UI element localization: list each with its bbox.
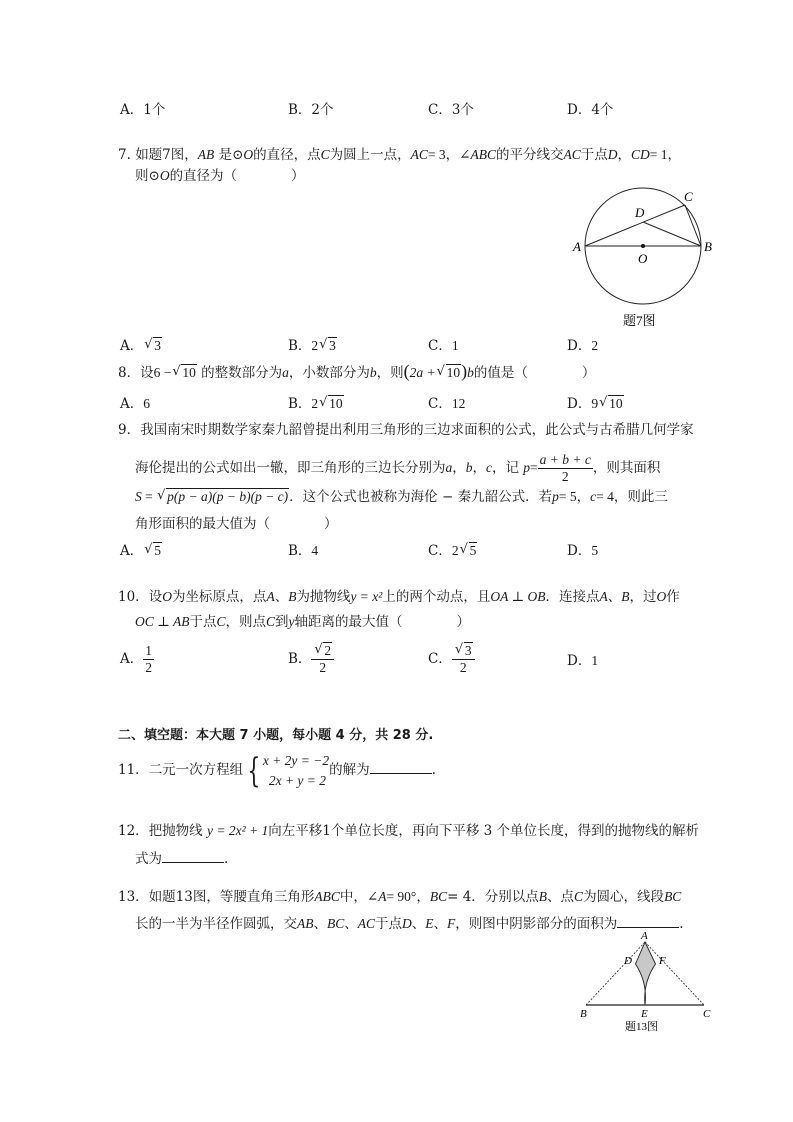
option-label: D． bbox=[567, 543, 592, 559]
q7-option-c bbox=[428, 337, 459, 355]
q8-math: b bbox=[467, 365, 474, 380]
option-label: C． bbox=[428, 396, 452, 412]
side-ac bbox=[645, 942, 704, 1005]
label-d: D bbox=[635, 205, 645, 220]
label-a: A bbox=[573, 239, 581, 254]
q7-line-2 bbox=[135, 167, 305, 185]
frac-den: 2 bbox=[459, 660, 467, 675]
q7-math: ABC bbox=[470, 147, 496, 162]
q13-math: F bbox=[447, 916, 456, 931]
frac-num: 2 bbox=[324, 643, 332, 658]
q7-text: = 1， bbox=[649, 147, 682, 162]
q9-math: S bbox=[135, 489, 142, 504]
q12-number: 12． bbox=[118, 823, 149, 839]
q13-figure bbox=[575, 928, 725, 1043]
paren-open: ( bbox=[403, 361, 410, 381]
option-label: B． bbox=[288, 396, 312, 412]
q9-text: 角形面积的最大值为（ ） bbox=[135, 516, 338, 532]
q7-math: AB bbox=[197, 147, 215, 162]
q10-text: 设 bbox=[148, 589, 163, 605]
q13-text: 于点 bbox=[375, 916, 403, 932]
sqrt bbox=[157, 488, 289, 506]
option-coef: 2 bbox=[311, 396, 319, 411]
q10-text: ，则点 bbox=[225, 614, 266, 630]
q7-text: 则⊙ bbox=[135, 168, 160, 184]
fraction bbox=[452, 643, 475, 676]
q13-math: D bbox=[402, 916, 412, 931]
q6-option-a: A．1个 bbox=[120, 102, 166, 118]
sqrt bbox=[172, 364, 197, 382]
q13-text: 、 bbox=[313, 916, 327, 932]
option-value: 10 bbox=[329, 396, 343, 411]
q9-math: c bbox=[590, 489, 597, 504]
q13-text: 、 bbox=[411, 916, 426, 932]
fraction bbox=[311, 643, 334, 676]
q13-text: 、 bbox=[344, 916, 358, 932]
q13-math: E bbox=[425, 916, 434, 931]
q9-text: ，则其面积 bbox=[592, 460, 661, 476]
q7-text: 是⊙ bbox=[218, 147, 244, 163]
q13-text: 如题13图，等腰直角三角形 bbox=[148, 889, 315, 905]
q7-text: 如题7图， bbox=[135, 147, 198, 163]
frac-den: 2 bbox=[561, 469, 569, 484]
q9-math: p bbox=[523, 460, 531, 475]
q7-text: 的直径，点 bbox=[253, 147, 321, 163]
q13-text: 为圆心，线段 bbox=[583, 889, 665, 905]
q7-figure-caption: 题7图 bbox=[623, 313, 656, 328]
q7-math: AC bbox=[563, 147, 581, 162]
option-value: 2 bbox=[591, 338, 599, 353]
q10-option-d bbox=[567, 652, 598, 670]
q13-text: 中，∠ bbox=[339, 889, 379, 905]
q7-math: O bbox=[243, 147, 254, 162]
q13-math: A bbox=[378, 889, 387, 904]
q8-math: b bbox=[369, 365, 377, 380]
q8-math: 2a + bbox=[409, 365, 436, 380]
option-value: 5 bbox=[154, 543, 161, 558]
q7-math: O bbox=[159, 168, 170, 183]
label-c: C bbox=[684, 189, 693, 204]
question-11 bbox=[118, 750, 436, 791]
option-label: A． bbox=[120, 338, 144, 354]
q10-math: A bbox=[599, 589, 608, 604]
q7-option-a bbox=[120, 337, 162, 355]
q10-text: 轴距离的最大值（ ） bbox=[294, 614, 470, 630]
q10-math: A bbox=[266, 589, 275, 604]
q10-text: 于点 bbox=[189, 614, 217, 630]
option-label: A． bbox=[120, 543, 144, 559]
q13-math: C bbox=[574, 889, 584, 904]
q6-option-b: B．2个 bbox=[288, 102, 334, 118]
q8-number: 8． bbox=[118, 365, 141, 381]
q9-option-d bbox=[567, 542, 598, 560]
q9-option-b bbox=[288, 542, 318, 560]
q10-text: ，过 bbox=[629, 589, 657, 605]
q8-text: ，小数部分为 bbox=[288, 365, 370, 381]
option-label: B． bbox=[288, 651, 312, 667]
frac-num: a + b + c bbox=[539, 452, 591, 467]
q10-math: B bbox=[288, 589, 297, 604]
q10-text: 到 bbox=[274, 614, 289, 630]
q9-text: ．这个公式也被称为海伦 − 秦九韶公式．若 bbox=[289, 489, 553, 505]
q7-text: 于点 bbox=[580, 147, 608, 163]
sqrt bbox=[314, 643, 332, 659]
sqrt bbox=[319, 395, 344, 413]
q13-figure-caption: 题13图 bbox=[625, 1021, 658, 1033]
q8-text: 的整数部分为 bbox=[201, 365, 283, 381]
answer-blank[interactable] bbox=[370, 759, 432, 774]
q6-option-d: D．4个 bbox=[567, 102, 614, 118]
option-value: 5 bbox=[591, 543, 599, 558]
q9-line-4 bbox=[135, 515, 338, 533]
q13-math: BC bbox=[429, 889, 448, 904]
q10-text: 作 bbox=[666, 589, 680, 605]
q13-text: = 90°， bbox=[386, 889, 430, 904]
label-a: A bbox=[641, 930, 648, 942]
option-coef: 9 bbox=[591, 396, 599, 411]
sqrt bbox=[437, 364, 462, 382]
option-value: 4 bbox=[311, 543, 319, 558]
q7-number: 7. bbox=[118, 147, 131, 163]
q9-text: ，记 bbox=[492, 460, 519, 476]
q9-option-c bbox=[428, 542, 477, 560]
sqrt bbox=[455, 643, 473, 659]
q10-math: C bbox=[265, 614, 275, 629]
q12-line-1 bbox=[118, 822, 699, 840]
label-e: E bbox=[641, 1008, 648, 1020]
q9-math: a bbox=[445, 460, 453, 475]
frac-den: 2 bbox=[145, 660, 152, 675]
sqrt bbox=[319, 337, 337, 355]
q10-math: OA ⊥ OB bbox=[490, 589, 546, 604]
q10-math: C bbox=[216, 614, 226, 629]
q8-option-d bbox=[567, 395, 624, 413]
q8-text: ，则 bbox=[376, 365, 404, 381]
q10-option-a bbox=[120, 643, 154, 676]
option-value: 3 bbox=[154, 338, 161, 353]
q10-math: O bbox=[162, 589, 172, 604]
equation-system bbox=[263, 751, 329, 791]
q12-text: 把抛物线 bbox=[148, 823, 203, 839]
option-label: C． bbox=[428, 338, 452, 354]
q13-text: = 4．分别以点 bbox=[447, 889, 539, 905]
q10-math: y bbox=[288, 614, 295, 629]
q13-text: ，则图中阴影部分的面积为 bbox=[455, 916, 618, 932]
q9-math: b bbox=[465, 460, 473, 475]
q10-line-2 bbox=[135, 613, 470, 631]
q10-text: 、 bbox=[274, 589, 289, 605]
q9-math: p bbox=[552, 489, 559, 504]
q9-line-1 bbox=[118, 421, 694, 439]
q9-number: 9． bbox=[118, 422, 141, 438]
equation-2: 2x + y = 2 bbox=[268, 772, 327, 788]
q13-text: 、点 bbox=[547, 889, 575, 905]
frac-num: 1 bbox=[145, 643, 152, 658]
q10-math: y = x² bbox=[350, 589, 383, 604]
option-label: C． bbox=[428, 543, 452, 559]
q9-math: p(p − a)(p − b)(p − c) bbox=[167, 489, 289, 504]
q10-option-c bbox=[428, 643, 475, 676]
q10-text: 为坐标原点，点 bbox=[171, 589, 267, 605]
q13-text: 长的一半为半径作圆弧，交 bbox=[135, 916, 297, 932]
q10-math: B bbox=[621, 589, 630, 604]
option-label: B． bbox=[288, 338, 312, 354]
q10-math: OC ⊥ AB bbox=[135, 614, 190, 629]
q7-line-1 bbox=[118, 146, 681, 164]
shaded-region bbox=[636, 942, 656, 1005]
q7-figure bbox=[565, 183, 725, 333]
q8-option-a bbox=[120, 395, 150, 413]
q9-math: c bbox=[486, 460, 492, 475]
q8-line-1 bbox=[118, 362, 595, 382]
q8-math: 10 bbox=[182, 365, 196, 380]
answer-blank[interactable] bbox=[162, 848, 224, 863]
q12-text: 向左平移1个单位长度，再向下平移 3 个单位长度，得到的抛物线的解析 bbox=[268, 823, 700, 839]
q13-text: 、 bbox=[433, 916, 448, 932]
center-dot bbox=[641, 244, 645, 248]
q10-text: 、 bbox=[607, 589, 622, 605]
option-label: C． bbox=[428, 651, 452, 667]
q10-text: ．连接点 bbox=[545, 589, 600, 605]
label-d: D bbox=[624, 955, 632, 967]
sqrt bbox=[460, 542, 478, 560]
paren-close: ) bbox=[461, 361, 468, 381]
frac-den: 2 bbox=[319, 660, 327, 675]
option-coef: 2 bbox=[311, 338, 319, 353]
option-value: 6 bbox=[143, 396, 150, 411]
q13-math: BC bbox=[327, 916, 345, 931]
fraction-p bbox=[538, 452, 593, 485]
q10-number: 10． bbox=[118, 589, 149, 605]
q7-math: CD bbox=[631, 147, 650, 162]
q8-math: 10 bbox=[446, 365, 461, 380]
q7-option-d bbox=[567, 337, 598, 355]
option-value: 1 bbox=[591, 653, 599, 668]
option-label: D． bbox=[567, 653, 592, 669]
q12-math: y = 2x² + 1 bbox=[206, 823, 269, 838]
q8-text: 设6 − bbox=[140, 365, 172, 380]
option-label: B． bbox=[288, 543, 312, 559]
q13-math: AB bbox=[297, 916, 314, 931]
q8-math: a bbox=[282, 365, 289, 380]
q11-end: . bbox=[431, 762, 436, 778]
q10-line-1 bbox=[118, 588, 680, 606]
q13-math: ABC bbox=[314, 889, 340, 904]
q12-text: 式为 bbox=[135, 851, 162, 867]
q8-option-b bbox=[288, 395, 344, 413]
q9-text: ， bbox=[472, 460, 486, 476]
q13-math: AC bbox=[357, 916, 376, 931]
option-value: 5 bbox=[469, 543, 477, 558]
q13-math: BC bbox=[664, 889, 682, 904]
q10-math: O bbox=[656, 589, 667, 604]
option-label: A． bbox=[120, 651, 144, 667]
option-value: 12 bbox=[451, 396, 466, 411]
q7-math: C bbox=[320, 147, 330, 162]
q8-option-c bbox=[428, 395, 465, 413]
q7-text: ， bbox=[617, 147, 631, 163]
q9-option-a bbox=[120, 542, 162, 560]
q7-text: = 3，∠ bbox=[427, 147, 471, 162]
q10-text: 上的两个动点，且 bbox=[382, 589, 491, 605]
q9-text: = 5， bbox=[558, 489, 591, 504]
equation-1: x + 2y = −2 bbox=[262, 752, 330, 768]
q7-text: 为圆上一点， bbox=[329, 147, 411, 163]
q9-text: ， bbox=[452, 460, 466, 476]
q9-line-2 bbox=[135, 452, 660, 485]
q9-text: 我国南宋时期数学家秦九韶曾提出利用三角形的三边求面积的公式，此公式与古希腊几何学家 bbox=[140, 422, 694, 438]
q6-option-c: C．3个 bbox=[428, 102, 474, 118]
q7-text: 的直径为（ ） bbox=[169, 168, 305, 184]
q9-text: = 4，则此三 bbox=[596, 489, 668, 504]
side-ab bbox=[586, 942, 645, 1005]
fraction bbox=[143, 643, 154, 676]
brace: { bbox=[247, 750, 261, 791]
sqrt bbox=[144, 337, 162, 355]
label-f: F bbox=[659, 955, 666, 967]
q9-math: = bbox=[530, 460, 538, 475]
sqrt bbox=[599, 395, 624, 413]
q11-number: 11． bbox=[118, 762, 149, 778]
q11-text: 二元一次方程组 bbox=[148, 762, 244, 778]
sqrt bbox=[144, 542, 162, 560]
q9-math: = bbox=[141, 489, 157, 504]
option-value: 10 bbox=[609, 396, 623, 411]
q8-text: 的值是（ ） bbox=[473, 365, 596, 381]
frac-num: 3 bbox=[464, 643, 472, 658]
q7-math: AC bbox=[410, 147, 428, 162]
answer-blank[interactable] bbox=[617, 913, 679, 928]
q13-line-1 bbox=[118, 888, 681, 906]
label-c: C bbox=[703, 1008, 711, 1020]
q10-option-b bbox=[288, 643, 334, 676]
q13-number: 13． bbox=[118, 889, 149, 905]
q10-text: 为抛物线 bbox=[296, 589, 351, 605]
bisector-bd bbox=[643, 222, 701, 246]
label-b: B bbox=[704, 239, 712, 254]
q7-option-b bbox=[288, 337, 337, 355]
option-label: A． bbox=[120, 396, 144, 412]
q12-end: . bbox=[224, 851, 229, 867]
q12-line-2 bbox=[135, 848, 228, 868]
q7-math: D bbox=[607, 147, 618, 162]
option-label: D． bbox=[567, 338, 592, 354]
section-2-heading: 二、填空题：本大题 7 小题，每小题 4 分，共 28 分. bbox=[118, 728, 434, 743]
option-value: 3 bbox=[329, 338, 336, 353]
q11-text: 的解为 bbox=[329, 762, 370, 778]
label-b: B bbox=[580, 1008, 587, 1020]
q9-line-3 bbox=[135, 488, 668, 506]
label-o: O bbox=[638, 251, 648, 266]
q13-math: B bbox=[538, 889, 548, 904]
q13-end: . bbox=[679, 916, 684, 932]
option-label: D． bbox=[567, 396, 592, 412]
q9-text: 海伦提出的公式如出一辙，即三角形的三边长分别为 bbox=[135, 460, 446, 476]
q7-text: 的平分线交 bbox=[495, 147, 564, 163]
option-coef: 2 bbox=[451, 543, 459, 558]
option-value: 1 bbox=[451, 338, 459, 353]
